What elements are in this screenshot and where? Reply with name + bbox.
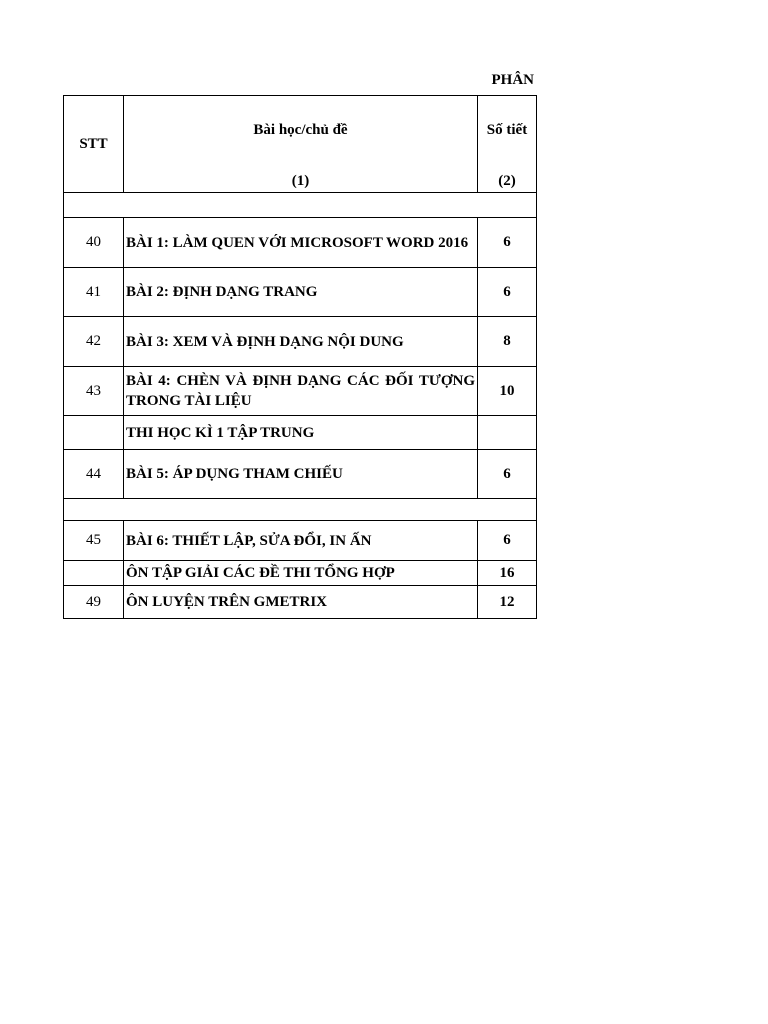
row-hours: 8 <box>478 317 537 367</box>
header-hours <box>478 96 537 193</box>
row-hours <box>478 416 537 450</box>
row-title: BÀI 6: THIẾT LẬP, SỬA ĐỔI, IN ẤN <box>124 521 478 561</box>
spacer-row <box>64 193 537 218</box>
row-hours: 12 <box>478 586 537 619</box>
table-row <box>64 450 537 499</box>
row-title: ÔN LUYỆN TRÊN GMETRIX <box>124 586 478 619</box>
row-hours: 6 <box>478 450 537 499</box>
section-heading-fragment: PHÂN <box>491 72 534 88</box>
header-stt: STT <box>64 96 124 193</box>
table-row <box>64 586 537 619</box>
row-stt: 40 <box>64 218 124 268</box>
row-stt: 49 <box>64 586 124 619</box>
row-stt <box>64 561 124 586</box>
table-header-row <box>64 96 537 193</box>
row-title: BÀI 1: LÀM QUEN VỚI MICROSOFT WORD 2016 <box>124 218 478 268</box>
spacer-cell <box>64 499 537 521</box>
row-title: THI HỌC KÌ 1 TẬP TRUNG <box>124 416 478 450</box>
row-stt <box>64 416 124 450</box>
header-hours-label: Số tiết <box>486 122 528 138</box>
table-row <box>64 521 537 561</box>
spacer-cell <box>64 193 537 218</box>
table-row <box>64 218 537 268</box>
table-row <box>64 416 537 450</box>
lesson-schedule-table <box>63 95 537 619</box>
row-title: BÀI 5: ÁP DỤNG THAM CHIẾU <box>124 450 478 499</box>
spacer-row <box>64 499 537 521</box>
table-row <box>64 268 537 317</box>
row-stt: 42 <box>64 317 124 367</box>
row-hours: 6 <box>478 218 537 268</box>
row-stt: 43 <box>64 367 124 416</box>
table-row <box>64 317 537 367</box>
row-stt: 45 <box>64 521 124 561</box>
table-row <box>64 367 537 416</box>
row-title: BÀI 2: ĐỊNH DẠNG TRANG <box>124 268 478 317</box>
row-hours: 10 <box>478 367 537 416</box>
table-row <box>64 561 537 586</box>
row-title: ÔN TẬP GIẢI CÁC ĐỀ THI TỔNG HỢP <box>124 561 478 586</box>
header-topic-index: (1) <box>291 173 310 189</box>
header-topic <box>124 96 478 193</box>
row-stt: 41 <box>64 268 124 317</box>
row-hours: 6 <box>478 268 537 317</box>
row-title: BÀI 3: XEM VÀ ĐỊNH DẠNG NỘI DUNG <box>124 317 478 367</box>
header-hours-index: (2) <box>498 173 516 189</box>
header-topic-label: Bài học/chủ đề <box>253 122 348 138</box>
row-hours: 6 <box>478 521 537 561</box>
row-title: BÀI 4: CHÈN VÀ ĐỊNH DẠNG CÁC ĐỐI TƯỢNG TRONG TÀI LIỆU <box>124 367 478 416</box>
row-hours: 16 <box>478 561 537 586</box>
row-stt: 44 <box>64 450 124 499</box>
